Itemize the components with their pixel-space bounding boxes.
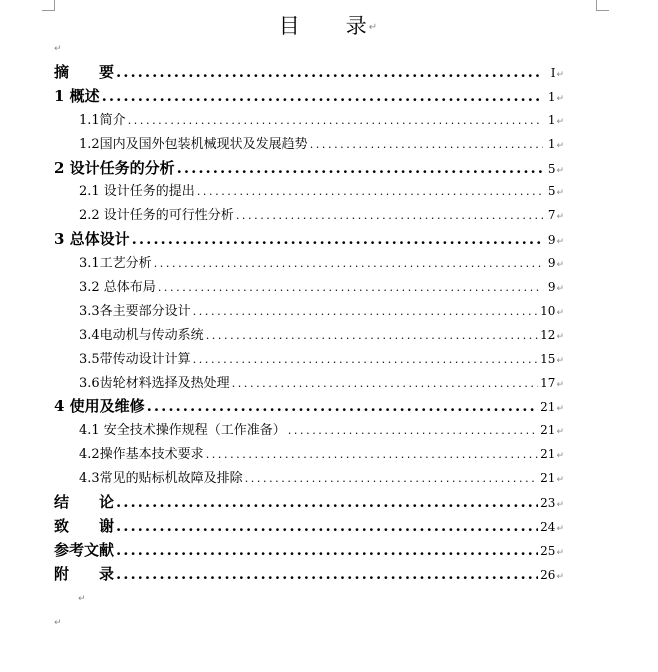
toc-leader-dots (232, 377, 538, 390)
toc-entry-page: 23 (540, 496, 556, 511)
toc-entry-title: 4.2操作基本技术要求 (79, 447, 204, 463)
paragraph-mark-icon: ↵ (556, 212, 564, 223)
toc-entry[interactable] (54, 324, 564, 348)
toc-entry-title: 3.1工艺分析 (79, 256, 152, 272)
toc-leader-dots (116, 493, 538, 511)
toc-entry-page: 9 (547, 256, 556, 271)
toc-entry[interactable] (54, 109, 564, 133)
toc-entry-title: 3.6齿轮材料选择及热处理 (79, 375, 230, 391)
toc-entry[interactable] (54, 85, 564, 109)
toc-entry-page: 21 (540, 471, 556, 486)
toc-entry-page: 15 (540, 351, 556, 366)
toc-entry[interactable] (54, 539, 564, 563)
paragraph-mark-icon: ↵ (556, 571, 564, 582)
toc-entry-page: 21 (540, 423, 556, 438)
toc-leader-dots (158, 281, 544, 294)
paragraph-mark-icon: ↵ (556, 475, 564, 486)
toc-leader-dots (154, 257, 544, 270)
paragraph-mark-icon: ↵ (368, 22, 380, 33)
toc-entry[interactable] (54, 491, 564, 515)
paragraph-mark-icon: ↵ (556, 331, 564, 342)
paragraph-mark-icon: ↵ (556, 140, 564, 151)
toc-entry[interactable] (54, 180, 564, 204)
toc-entry-title: 3 总体设计 (54, 230, 130, 249)
toc-entry[interactable] (54, 252, 564, 276)
toc-leader-dots (206, 448, 538, 461)
toc-title-left: 目 (278, 14, 302, 38)
toc-entry-title: 4.3常见的贴标机故障及排除 (79, 471, 243, 487)
toc-entry-title: 2.1 设计任务的提出 (79, 184, 195, 200)
toc-entry-page: 1 (547, 136, 556, 151)
paragraph-mark-icon: ↵ (556, 404, 564, 415)
toc-entry[interactable] (54, 467, 564, 491)
toc-entry-page: 10 (540, 303, 556, 318)
toc-leader-dots (197, 185, 544, 198)
toc-leader-dots (116, 541, 538, 559)
toc-entry[interactable] (54, 133, 564, 157)
toc-entry-page: 9 (547, 280, 556, 295)
paragraph-mark-icon: ↵ (556, 547, 564, 558)
toc-entry-title: 2 设计任务的分析 (54, 158, 175, 177)
paragraph-mark-icon: ↵ (556, 355, 564, 366)
toc-entry[interactable] (54, 204, 564, 228)
paragraph-mark-icon: ↵ (556, 165, 564, 176)
toc-leader-dots (236, 209, 544, 222)
toc-entry[interactable] (54, 348, 564, 372)
toc-entry[interactable] (54, 276, 564, 300)
toc-entry-page: 7 (547, 208, 556, 223)
toc-entry-title: 3.3各主要部分设计 (79, 303, 191, 319)
toc-entry[interactable] (54, 372, 564, 396)
toc-entry-page: 26 (540, 567, 556, 582)
toc-entry[interactable] (54, 300, 564, 324)
toc-entry-title: 致 谢 (54, 516, 115, 535)
toc-leader-dots (132, 230, 544, 248)
toc-entry-page: 5 (547, 161, 556, 176)
toc-leader-dots (193, 353, 538, 366)
toc-entry[interactable] (54, 61, 564, 85)
paragraph-mark-icon: ↵ (54, 44, 62, 54)
toc-entry[interactable] (54, 419, 564, 443)
paragraph-mark-icon: ↵ (556, 116, 564, 127)
toc-leader-dots (245, 472, 538, 485)
paragraph-mark-icon: ↵ (556, 379, 564, 390)
toc-entry-title: 2.2 设计任务的可行性分析 (79, 208, 234, 224)
paragraph-mark-icon: ↵ (556, 93, 564, 104)
toc-leader-dots (102, 87, 544, 105)
toc-entry-page: 21 (540, 400, 556, 415)
toc-leader-dots (310, 138, 544, 151)
toc-entry-title: 4 使用及维修 (54, 397, 145, 416)
toc-entry-title: 参考文献 (54, 540, 115, 559)
toc-entry-page: 9 (547, 233, 556, 248)
toc-entry-title: 1 概述 (54, 86, 100, 105)
toc-entry-page: 1 (547, 112, 556, 127)
toc-entry[interactable] (54, 443, 564, 467)
toc-entry[interactable] (54, 563, 564, 587)
toc-entry-page: 25 (540, 543, 556, 558)
toc-entry-title: 摘 要 (54, 63, 115, 81)
paragraph-mark-icon: ↵ (556, 427, 564, 438)
toc-entry-page: 5 (547, 184, 556, 199)
paragraph-mark-icon: ↵ (556, 260, 564, 271)
toc-entry-title: 3.2 总体布局 (79, 280, 156, 296)
toc-entry[interactable] (54, 157, 564, 181)
toc-list (54, 61, 564, 587)
paragraph-mark-icon: ↵ (556, 500, 564, 511)
toc-entry-page: 24 (540, 519, 556, 534)
paragraph-mark-icon: ↵ (556, 523, 564, 534)
toc-entry-page: 12 (540, 327, 556, 342)
paragraph-mark-icon: ↵ (556, 451, 564, 462)
paragraph-mark-icon: ↵ (556, 188, 564, 199)
toc-entry-page: 1 (547, 89, 556, 104)
toc-entry-page: 17 (540, 375, 556, 390)
toc-leader-dots (147, 397, 539, 415)
toc-title (0, 10, 658, 40)
toc-entry-title: 3.4电动机与传动系统 (79, 327, 204, 343)
toc-entry-page: 21 (540, 447, 556, 462)
toc-leader-dots (288, 424, 538, 437)
toc-leader-dots (116, 517, 538, 535)
paragraph-mark-icon: ↵ (556, 284, 564, 295)
toc-leader-dots (116, 565, 538, 583)
toc-leader-dots (116, 63, 543, 81)
paragraph-mark-icon: ↵ (556, 237, 564, 248)
toc-leader-dots (177, 159, 544, 177)
toc-entry[interactable] (54, 515, 564, 539)
toc-entry-title: 1.2国内及国外包装机械现状及发展趋势 (79, 136, 308, 152)
paragraph-mark-icon: ↵ (54, 618, 62, 628)
paragraph-mark-icon: ↵ (556, 70, 564, 80)
toc-entry[interactable] (54, 228, 564, 252)
toc-leader-dots (128, 114, 544, 127)
toc-entry[interactable] (54, 395, 564, 419)
toc-title-right: 录 (345, 14, 369, 38)
toc-entry-title: 4.1 安全技术操作规程（工作准备） (79, 423, 286, 439)
toc-leader-dots (206, 329, 538, 342)
toc-entry-title: 1.1简介 (79, 112, 126, 128)
paragraph-mark-icon: ↵ (556, 307, 564, 318)
toc-entry-page: I (550, 66, 556, 80)
toc-entry-title: 3.5带传动设计计算 (79, 351, 191, 367)
paragraph-mark-icon: ↵ (78, 594, 86, 604)
toc-leader-dots (193, 305, 538, 318)
toc-entry-title: 附 录 (54, 564, 115, 583)
toc-entry-title: 结 论 (54, 493, 115, 512)
